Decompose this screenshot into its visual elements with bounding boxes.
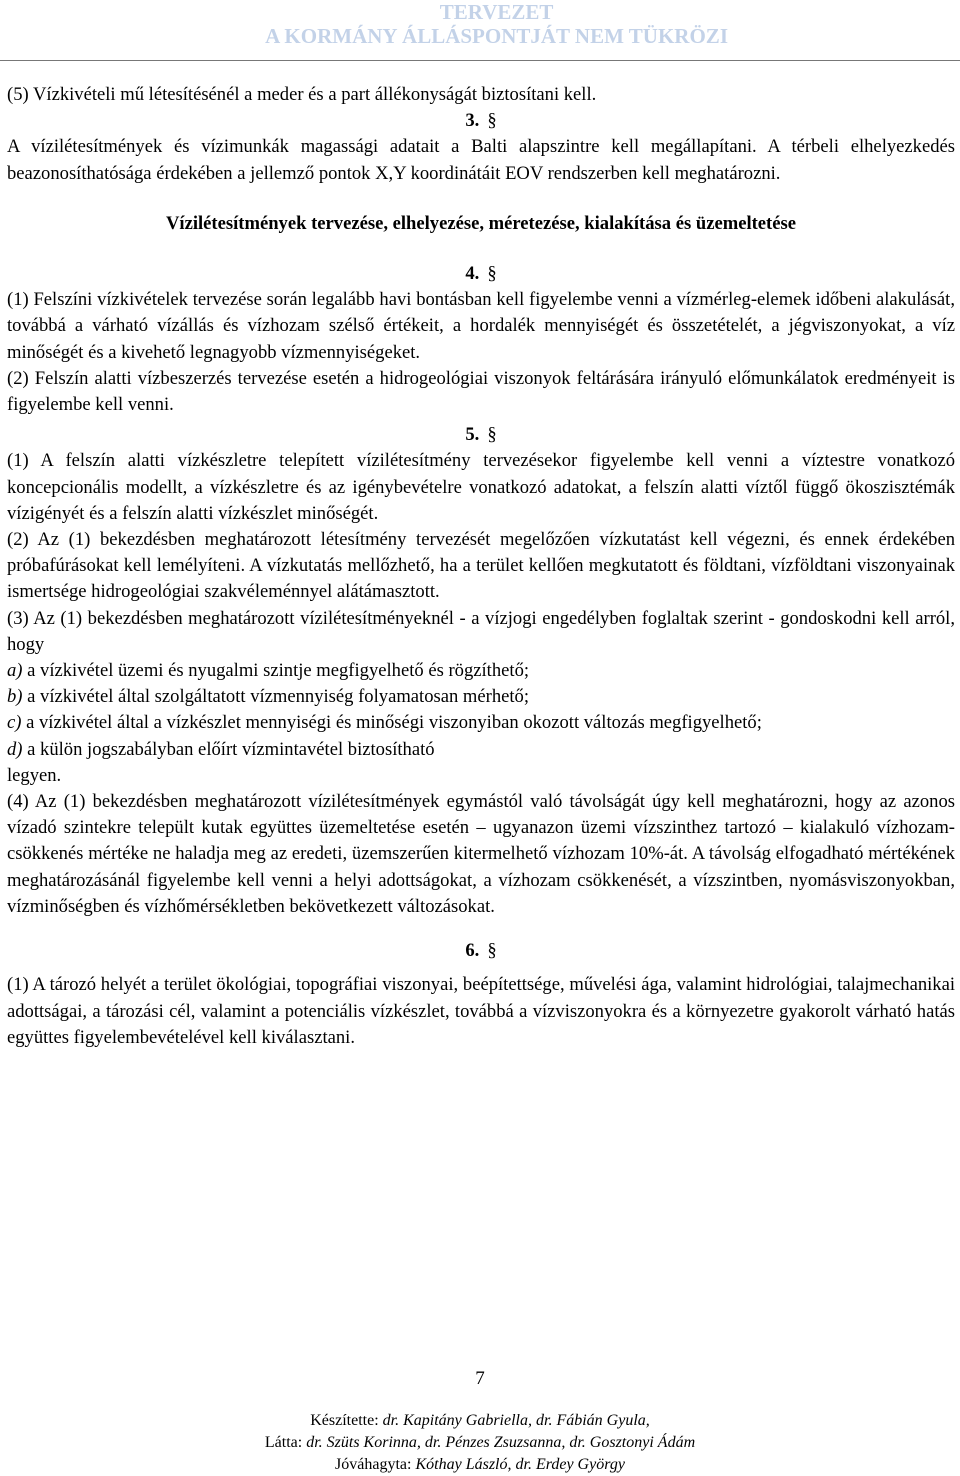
section-4-heading <box>7 261 955 287</box>
footer-label: Készítette: <box>310 1412 383 1429</box>
watermark-line-1: TERVEZET <box>439 0 554 24</box>
section-number: 5. <box>465 424 480 446</box>
section-3-heading <box>7 108 955 134</box>
list-item-text: a külön jogszabályban előírt vízmintavétel biztosítható <box>22 738 435 760</box>
footer-names: dr. Kapitány Gabriella, dr. Fábián Gyula, <box>382 1412 650 1429</box>
list-closing: legyen. <box>7 764 62 786</box>
list-item-label: d) <box>7 738 23 760</box>
paragraph-5-5: (5) Vízkivételi mű létesítésénél a meder és a part állékonyságát biztosítani kell. <box>7 84 597 105</box>
footer-label: Látta: <box>264 1434 307 1451</box>
list-item-label: a) <box>7 660 23 682</box>
section-number: 3. <box>465 110 480 132</box>
paragraph-3: A vízilétesítmények és vízimunkák magassági adatait a Balti alapszintre kell megállapítani. A térbeli elhelyezkedés beazonosíthatósága érdekében a jellemző pontok X,Y koordinátáit EOV rendszerben kell meghatározni. <box>7 136 955 184</box>
section-5-heading <box>7 422 955 448</box>
footer-line-3 <box>0 1454 960 1476</box>
section-symbol: § <box>487 424 497 446</box>
footer-names: Kóthay László, dr. Erdey György <box>415 1456 625 1473</box>
document-body <box>7 82 955 1051</box>
section-symbol: § <box>487 110 497 132</box>
footer-line-1 <box>0 1410 960 1432</box>
list-item <box>7 710 955 736</box>
footer-names: dr. Szüts Korinna, dr. Pénzes Zsuzsanna, dr. Gosztonyi Ádám <box>306 1434 696 1451</box>
paragraph-4-1: (1) Felszíni vízkivételek tervezése során legalább havi bontásban kell figyelembe venni a vízmérleg-elemek időbeni alakulását, továbbá a várható vízállás és vízhozam szélső értékeit, a hordalék mennyiségét és összetételét, a jégviszonyokat, a víz minőségét és a kivehető legnagyobb vízmennyiségeket. <box>7 289 955 363</box>
chapter-heading: Vízilétesítmények tervezése, elhelyezése, méretezése, kialakítása és üzemeltetése <box>165 212 796 234</box>
paragraph-4-2: (2) Felszín alatti vízbeszerzés tervezése esetén a hidrogeológiai viszonyok feltárására irányuló előmunkálatok eredményeit is figyelembe kell venni. <box>7 367 955 416</box>
list-item <box>7 737 955 763</box>
section-number: 4. <box>465 263 480 285</box>
header-rule <box>0 60 960 61</box>
section-symbol: § <box>487 263 497 285</box>
list-item <box>7 658 955 684</box>
footer-label: Jóváhagyta: <box>335 1456 416 1473</box>
list-item-text: a vízkivétel által a vízkészlet mennyiségi és minőségi viszonyiban okozott változás megfigyelhető; <box>21 712 762 734</box>
section-number: 6. <box>465 940 480 962</box>
paragraph-5-3: (3) Az (1) bekezdésben meghatározott vízilétesítményeknél - a vízjogi engedélyben foglaltak szerint - gondoskodni kell arról, hogy <box>7 607 955 655</box>
section-6-heading <box>7 938 955 964</box>
list-item-label: c) <box>7 712 22 734</box>
page-number: 7 <box>475 1368 485 1389</box>
footer-line-2 <box>0 1432 960 1454</box>
section-symbol: § <box>487 940 497 962</box>
paragraph-5-4: (4) Az (1) bekezdésben meghatározott vízilétesítmények egymástól való távolságát úgy kell meghatározni, hogy az azonos vízadó szintekre települt kutak együttes üzemeltetése esetén – ugyanazon üzemi vízszinthez tartozó – kialakuló vízhozam-csökkenés mértéke ne haladja meg az eredeti, üzemszerűen kitermelhető vízhozam 10%-át. A távolság elfogadható mértékének meghatározásánál figyelembe kell venni a helyi adottságokat, a vízhozam csökkenését, a vízszintben, nyomásviszonyokban, vízminőségben és vízhőmérsékletben bekövetkezett változásokat. <box>7 791 955 917</box>
paragraph-6-1: (1) A tározó helyét a terület ökológiai, topográfiai viszonyai, beépítettsége, művelési ága, valamint hidrológiai, talajmechanikai adottságai, a tározási cél, valamint a potenciális vízkészlet, továbbá a vízviszonyokra és a környezetre gyakorolt várható hatás együttes figyelembevételével kell kiválasztani. <box>7 974 955 1048</box>
list-item-text: a vízkivétel által szolgáltatott vízmennyiség folyamatosan mérhető; <box>22 686 530 708</box>
list-item-label: b) <box>7 686 23 708</box>
list-item <box>7 684 955 710</box>
draft-watermark <box>265 0 728 48</box>
paragraph-5-2: (2) Az (1) bekezdésben meghatározott létesítmény tervezését megelőzően vízkutatást kell végezni, és ennek érdekében próbafúrásokat kell lemélyíteni. A vízkutatás mellőzhető, ha a terület kellően megkutatott és földtani, vízföldtani viszonyainak ismertsége hidrogeológiai szakvéleménnyel alátámasztott. <box>7 529 955 603</box>
paragraph-5-1: (1) A felszín alatti vízkészletre telepített vízilétesítmény tervezésekor figyelembe kell venni a víztestre vonatkozó koncepcionális modellt, a vízkészletre és az igénybevételre vonatkozó adatokat, a felszín alatti víztől függő ökoszisztémák vízigényét és a felszín alatti vízkészlet minőségét. <box>7 450 955 524</box>
list-item-text: a vízkivétel üzemi és nyugalmi szintje megfigyelhető és rögzíthető; <box>22 660 530 682</box>
watermark-line-2: A KORMÁNY ÁLLÁSPONTJÁT NEM TÜKRÖZI <box>265 24 728 48</box>
